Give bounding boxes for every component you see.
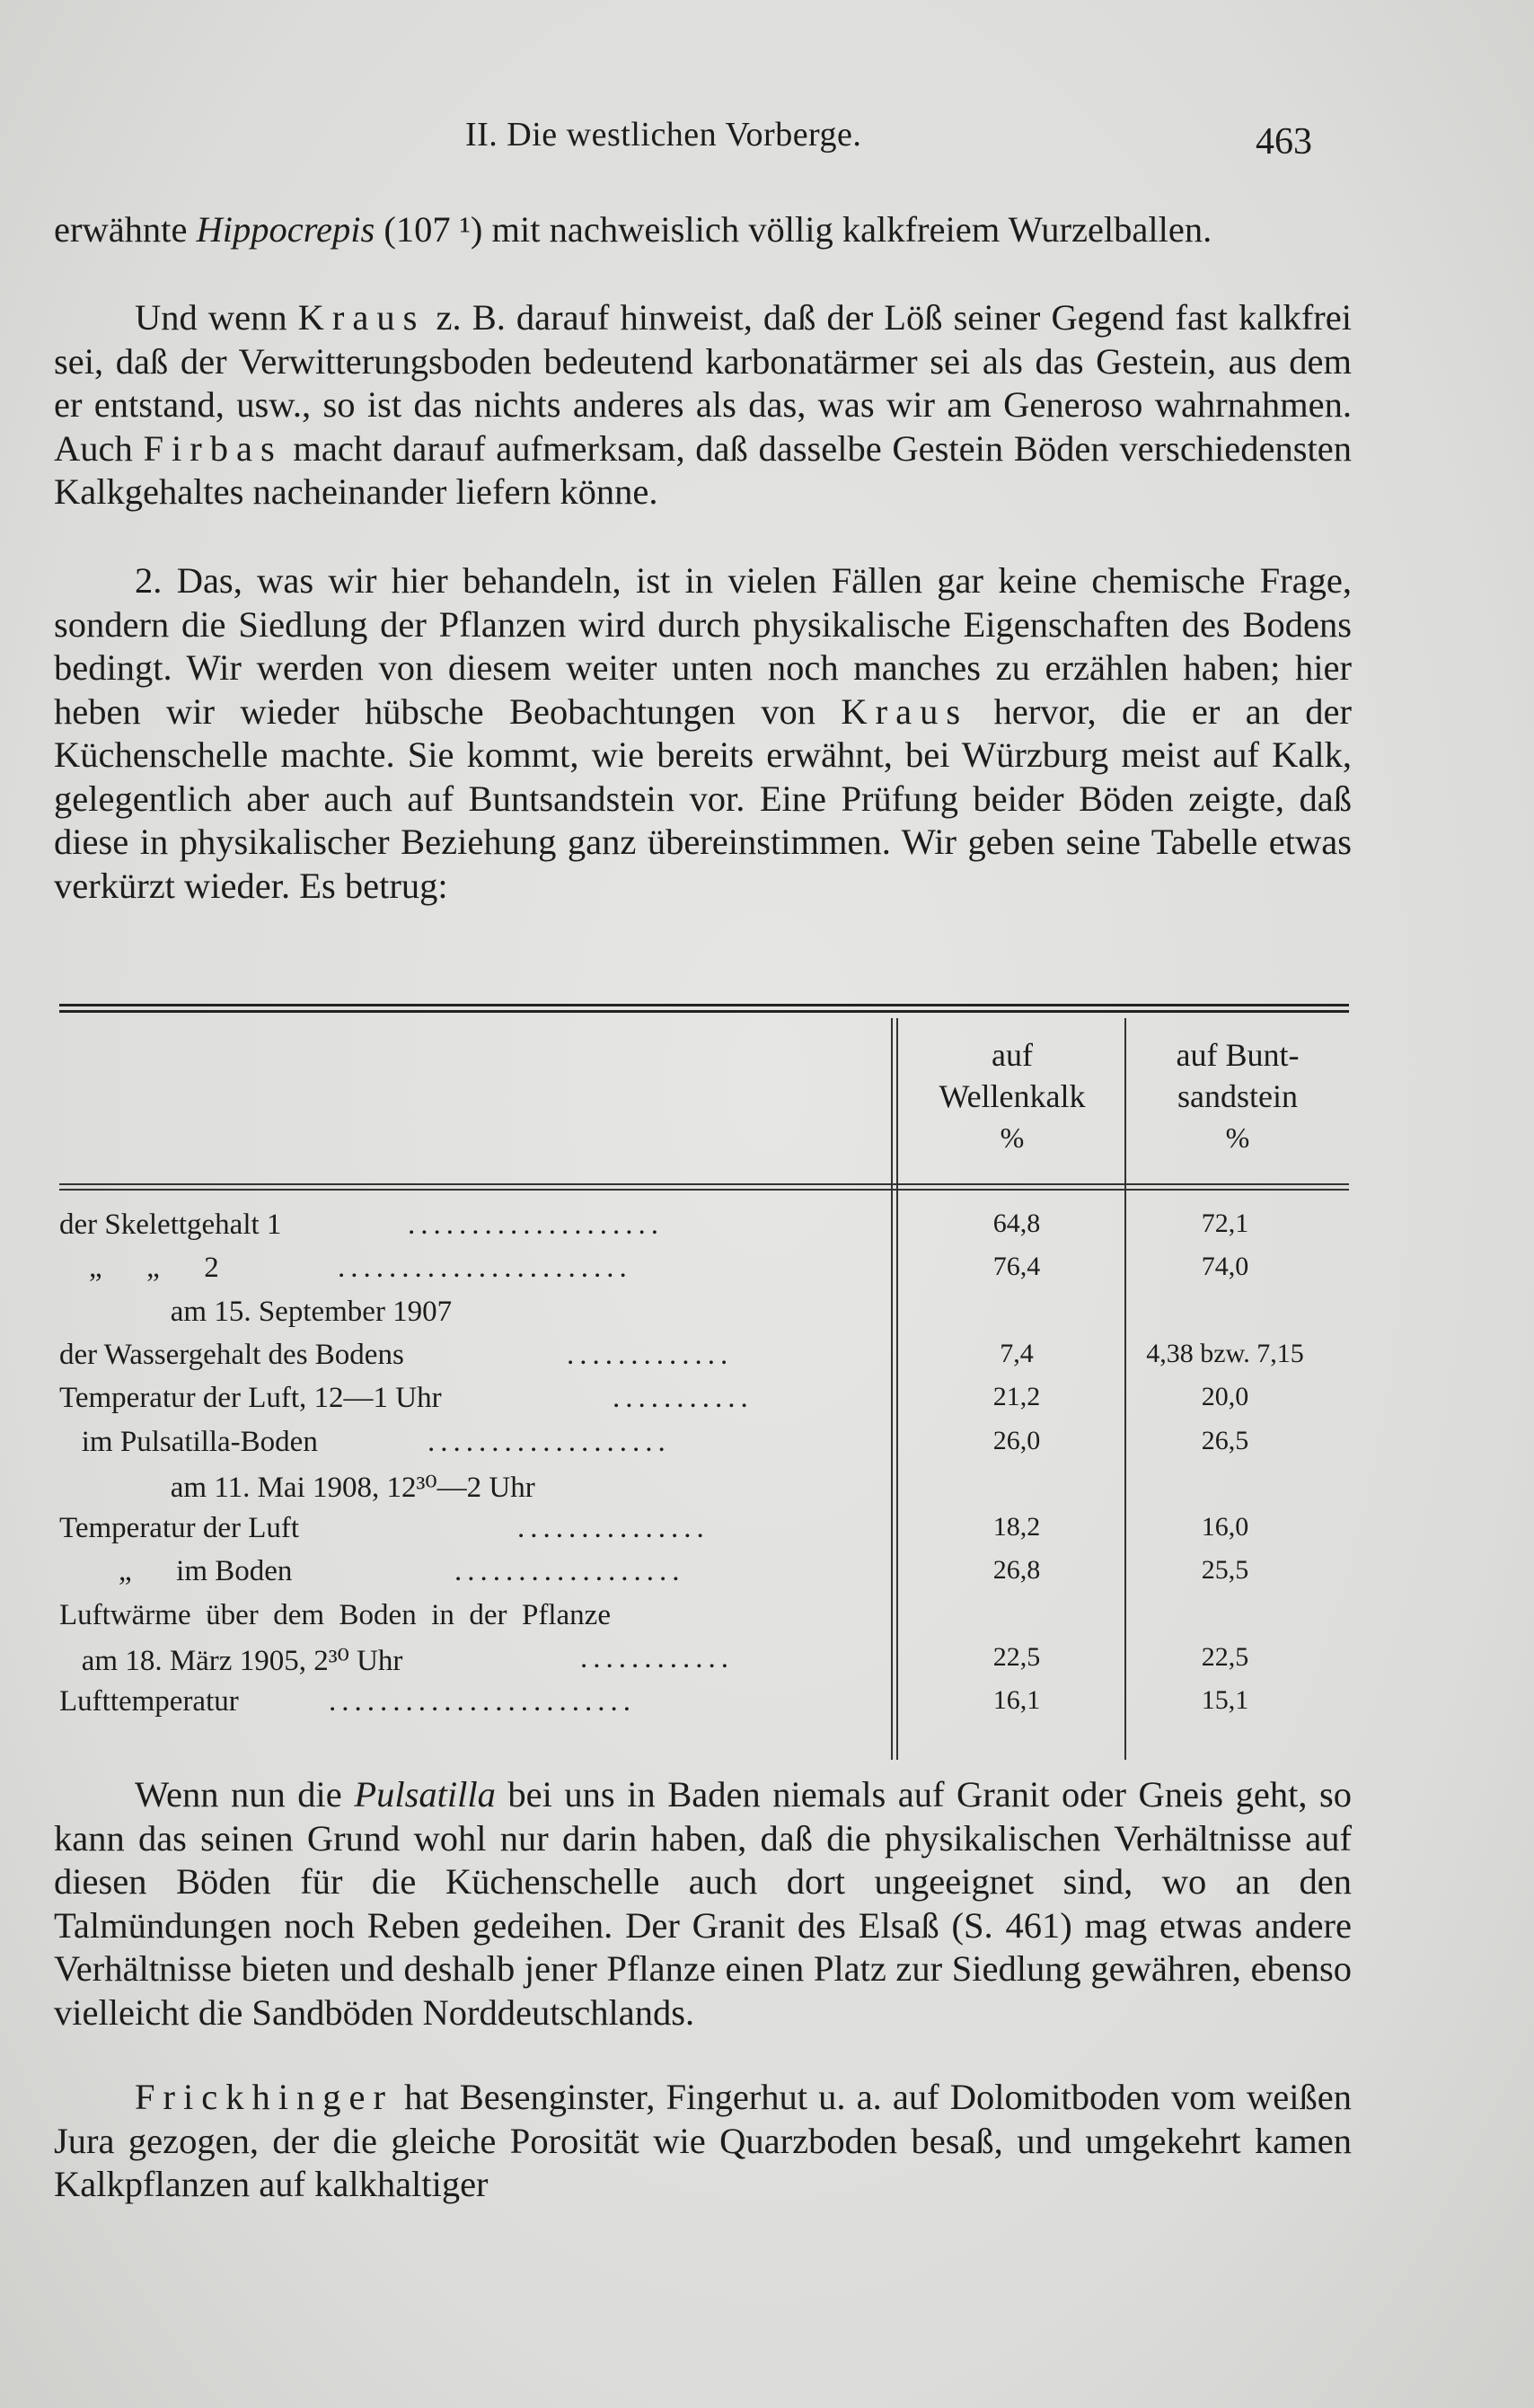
table-header-rule [59,1183,1349,1191]
author-name-kraus-2: Kraus [841,690,969,732]
para1-italic-term: Hippocrepis [196,209,375,250]
table-cell-wellenkalk: 18,2 [992,1512,1041,1542]
author-name-firbas: Firbas [143,427,283,469]
table-row [59,1208,1349,1252]
paragraph-pulsatilla [54,1773,1352,2034]
table-cell-buntsandstein: 74,0 [1201,1252,1249,1282]
table-cell-wellenkalk: 21,2 [992,1382,1041,1412]
column-header-buntsandstein-unit: % [1225,1121,1250,1154]
table-cell-buntsandstein: 15,1 [1201,1685,1249,1716]
table-row-label: „ im Boden [59,1555,293,1588]
table-row [59,1382,1349,1425]
para2-text-b: z. B. darauf hinweist, daß der Löß seiner Gegend fast kalkfrei sei, daß der Verwitterungsboden bedeutend karbonatärmer sei als das Gestein, aus dem er entstand, usw., so ist das nichts anderes als das, was wir am Generoso wahrnahmen. Auch [54,297,1352,469]
table-row [59,1599,1349,1642]
table-row [59,1469,1349,1512]
table-row-label: Temperatur der Luft, 12—1 Uhr [59,1382,442,1415]
table-row [59,1512,1349,1555]
table-cell-wellenkalk: 64,8 [992,1208,1041,1238]
table-row [59,1252,1349,1295]
page-number: 463 [1256,121,1312,163]
para1-pre: erwähnte [54,209,197,250]
table-row [59,1426,1349,1469]
table-cell-buntsandstein: 16,0 [1201,1512,1249,1542]
table-cell-buntsandstein: 4,38 bzw. 7,15 [1146,1338,1304,1368]
paragraph-physical-properties [54,559,1352,908]
table-row-leader-dots: ........................ [329,1685,636,1718]
table-row-leader-dots: .................... [408,1208,664,1241]
column-header-wellenkalk-line2: Wellenkalk [939,1078,1086,1114]
para3-text-a: 2. Das, was wir hier behandeln, ist in vielen Fällen gar keine chemische Frage, sondern die Siedlung der Pflanzen wird durch physikalische Eigenschaften des Bodens bedingt. Wir werden von diesem weiter unten noch manches zu erzählen haben; hier heben wir wieder hübsche Beobachtungen von [54,560,1352,732]
table-cell-buntsandstein: 25,5 [1201,1555,1249,1586]
table-cell-wellenkalk: 16,1 [992,1685,1041,1716]
table-cell-buntsandstein: 72,1 [1201,1208,1249,1238]
column-header-wellenkalk-unit: % [1000,1121,1025,1154]
table-row-label: der Skelettgehalt 1 [59,1208,282,1241]
table-row-label: der Wassergehalt des Bodens [59,1338,404,1371]
table-row [59,1685,1349,1728]
paragraph-frickhinger [54,2076,1352,2207]
table-cell-wellenkalk: 7,4 [1000,1338,1034,1368]
page-header [0,115,1534,169]
column-header-buntsandstein-line1: auf Bunt- [1176,1037,1300,1073]
paragraph-hippocrepis [54,208,1352,252]
para2-text-a: Und wenn [135,297,298,338]
running-head: II. Die westlichen Vorberge. [465,116,862,154]
author-name-kraus: Kraus [297,297,426,338]
soil-comparison-table [59,1004,1349,1767]
column-header-buntsandstein [1130,1034,1345,1158]
table-row-label: Temperatur der Luft [59,1512,300,1545]
table-row-label: im Pulsatilla-Boden [59,1425,318,1458]
table-row-label: am 11. Mai 1908, 12³⁰—2 Uhr [59,1471,535,1504]
table-cell-wellenkalk: 26,8 [992,1555,1041,1586]
para4-text-a: Wenn nun die [135,1774,355,1815]
table-row-label: Lufttemperatur [59,1685,239,1718]
table-row-label: am 15. September 1907 [59,1295,453,1328]
column-header-buntsandstein-line2: sandstein [1177,1078,1298,1114]
table-row-leader-dots: .................. [454,1555,685,1588]
para4-italic-term: Pulsatilla [354,1774,496,1815]
para2-text-c: macht darauf aufmerksam, daß dasselbe Gestein Böden verschiedensten Kalkgehaltes nacheinander liefern könne. [54,427,1352,512]
table-cell-buntsandstein: 20,0 [1201,1382,1249,1412]
table-cell-buntsandstein: 26,5 [1201,1425,1249,1455]
table-row-label: „ „ 2 [59,1252,219,1285]
table-row-leader-dots: ....................... [338,1252,632,1285]
table-row-leader-dots: ............... [517,1512,710,1545]
table-row-leader-dots: ................... [428,1425,671,1458]
table-cell-buntsandstein: 22,5 [1201,1642,1249,1672]
table-row [59,1555,1349,1598]
table-top-rule [59,1004,1349,1013]
paragraph-kraus-firbas [54,296,1352,514]
para3-text-b: hervor, die er an der Küchenschelle machte. Sie kommt, wie bereits erwähnt, bei Würzburg meist auf Kalk, gelegentlich aber auch auf Buntsandstein vor. Eine Prüfung beider Böden zeigte, daß diese in physikalischer Beziehung ganz übereinstimmen. Wir geben seine Tabelle etwas verkürzt wieder. Es betrug: [54,690,1352,906]
table-row [59,1339,1349,1382]
table-row [59,1642,1349,1685]
table-row-label: Luftwärme über dem Boden in der Pflanze [59,1598,611,1631]
table-row-label: am 18. März 1905, 2³⁰ Uhr [59,1645,403,1677]
table-row-leader-dots: ............. [567,1338,734,1371]
table-row [59,1296,1349,1339]
para5-text-a: hat Besenginster, Fingerhut u. a. auf Dolomitboden vom weißen Jura gezogen, der die gleiche Porosität wie Quarzboden besaß, und umgekehrt kamen Kalkpflanzen auf kalkhaltiger [54,2077,1352,2204]
table-cell-wellenkalk: 22,5 [992,1642,1041,1672]
table-cell-wellenkalk: 76,4 [992,1252,1041,1282]
author-name-frickhinger: Frickhinger [135,2077,393,2117]
para4-text-b: bei uns in Baden niemals auf Granit oder Gneis geht, so kann das seinen Grund wohl nur darin haben, daß die physikalischen Verhältnisse auf diesen Böden für die Küchenschelle auch dort ungeeignet sind, wo an den Talmündungen noch Reben gedeihen. Der Granit des Elsaß (S. 461) mag etwas andere Verhältnisse bieten und deshalb jener Pflanze einen Platz zur Siedlung gewähren, ebenso vielleicht die Sandböden Norddeutschlands. [54,1774,1353,2033]
table-row-leader-dots: ........... [613,1382,754,1415]
para1-post: (107 ¹) mit nachweislich völlig kalkfreiem Wurzelballen. [375,209,1212,250]
column-header-wellenkalk-line1: auf [992,1037,1033,1073]
table-cell-wellenkalk: 26,0 [992,1425,1041,1455]
table-row-leader-dots: ............ [580,1642,734,1674]
column-header-wellenkalk [900,1034,1124,1158]
